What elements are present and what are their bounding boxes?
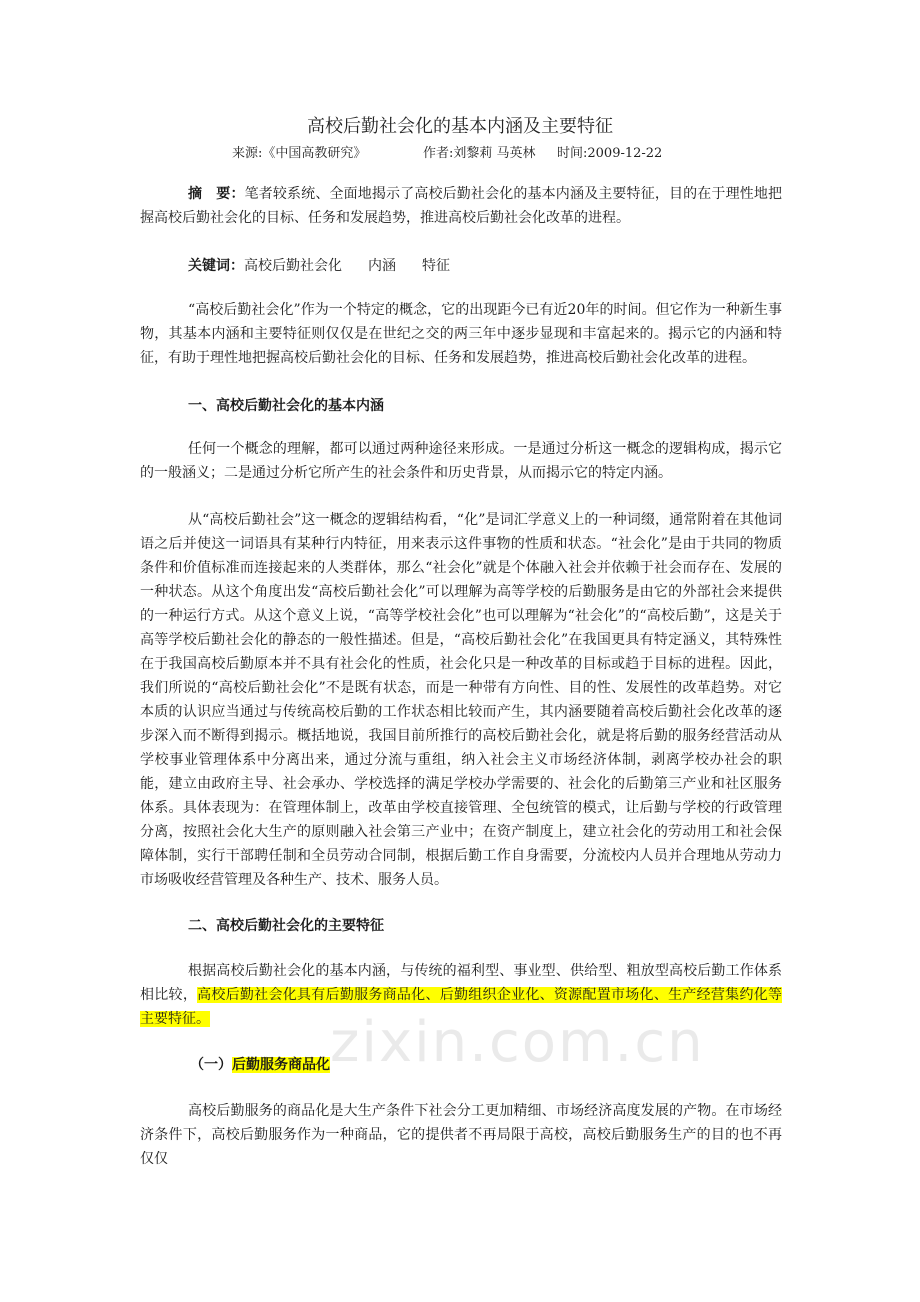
keyword: 内涵 [368,258,396,274]
keywords-line [188,254,450,278]
author-line: 作者:刘黎莉 马英林 [423,146,536,161]
subsection-heading [190,1053,330,1077]
body-paragraph [140,959,782,1031]
section-heading: 一、高校后勤社会化的基本内涵 [188,398,384,414]
highlighted-text: 后勤服务商品化 [232,1057,330,1073]
date-line: 时间:2009-12-22 [557,146,663,161]
paragraph-text: 根据高校后勤社会化的基本内涵，与传统的福利型、事业型、供给型、粗放型高校后勤工作体系相比较， [140,963,782,1003]
body-paragraph: 任何一个概念的理解，都可以通过两种途径来形成。一是通过分析这一概念的逻辑构成，揭示它的一般涵义；二是通过分析它所产生的社会条件和历史背景，从而揭示它的特定内涵。 [140,441,782,481]
abstract-label: 摘 要： [188,186,245,202]
page-title: 高校后勤社会化的基本内涵及主要特征 [307,116,613,137]
abstract-text: 笔者较系统、全面地揭示了高校后勤社会化的基本内涵及主要特征，目的在于理性地把握高校后勤社会化的目标、任务和发展趋势，推进高校后勤社会化改革的进程。 [140,186,783,226]
source-line: 来源:《中国高教研究》 [232,146,367,161]
keyword: 高校后勤社会化 [244,258,342,274]
intro-paragraph: “高校后勤社会化”作为一个特定的概念，它的出现距今已有近20年的时间。但它作为一种新生事物，其基本内涵和主要特征则仅仅是在世纪之交的两三年中逐步显现和丰富起来的。揭示它的内涵和特征，有助于理性地把握高校后勤社会化的目标、任务和发展趋势，推进高校后勤社会化改革的进程。 [140,302,782,366]
section-heading: 二、高校后勤社会化的主要特征 [188,918,384,934]
highlighted-text: 高校后勤社会化具有后勤服务商品化、后勤组织企业化、资源配置市场化、生产经营集约化等主要特征。 [140,987,783,1027]
body-paragraph: 高校后勤服务的商品化是大生产条件下社会分工更加精细、市场经济高度发展的产物。在市场经济条件下，高校后勤服务作为一种商品，它的提供者不再局限于高校，高校后勤服务生产的目的也不再仅仅 [140,1103,782,1167]
watermark: zixin.com.cn [330,1010,705,1075]
abstract-paragraph [140,182,782,230]
keywords-label: 关键词： [188,258,244,274]
body-paragraph: 从“高校后勤社会”这一概念的逻辑结构看，“化”是词汇学意义上的一种词缀，通常附着在其他词语之后并使这一词语具有某种行内特征，用来表示这件事物的性质和状态。“社会化”是由于共同的物质条件和价值标准而连接起来的人类群体，那么“社会化”就是个体融入社会并依赖于社会而存在、发展的一种状态。从这个角度出发“高校后勤社会化”可以理解为高等学校的后勤服务是由它的外部社会来提供的一种运行方式。从这个意义上说，“高等学校社会化”也可以理解为“社会化”的“高校后勤”，这是关于高等学校后勤社会化的静态的一般性描述。但是，“高校后勤社会化”在我国更具有特定涵义，其特殊性在于我国高校后勤原本并不具有社会化的性质，社会化只是一种改革的目标或趋于目标的进程。因此，我们所说的“高校后勤社会化”不是既有状态，而是一种带有方向性、目的性、发展性的改革趋势。对它本质的认识应当通过与传统高校后勤的工作状态相比较而产生，其内涵要随着高校后勤社会化改革的逐步深入而不断得到揭示。概括地说，我国目前所推行的高校后勤社会化，就是将后勤的服务经营活动从学校事业管理体系中分离出来，通过分流与重组，纳入社会主义市场经济体制，剥离学校办社会的职能，建立由政府主导、社会承办、学校选择的满足学校办学需要的、社会化的后勤第三产业和社区服务体系。具体表现为：在管理体制上，改革由学校直接管理、全包统管的模式，让后勤与学校的行政管理分离，按照社会化大生产的原则融入社会第三产业中；在资产制度上，建立社会化的劳动用工和社会保障体制，实行干部聘任制和全员劳动合同制，根据后勤工作自身需要，分流校内人员并合理地从劳动力市场吸收经营管理及各种生产、技术、服务人员。 [140,512,782,888]
keyword: 特征 [422,258,450,274]
subsection-number: （一） [190,1057,232,1073]
